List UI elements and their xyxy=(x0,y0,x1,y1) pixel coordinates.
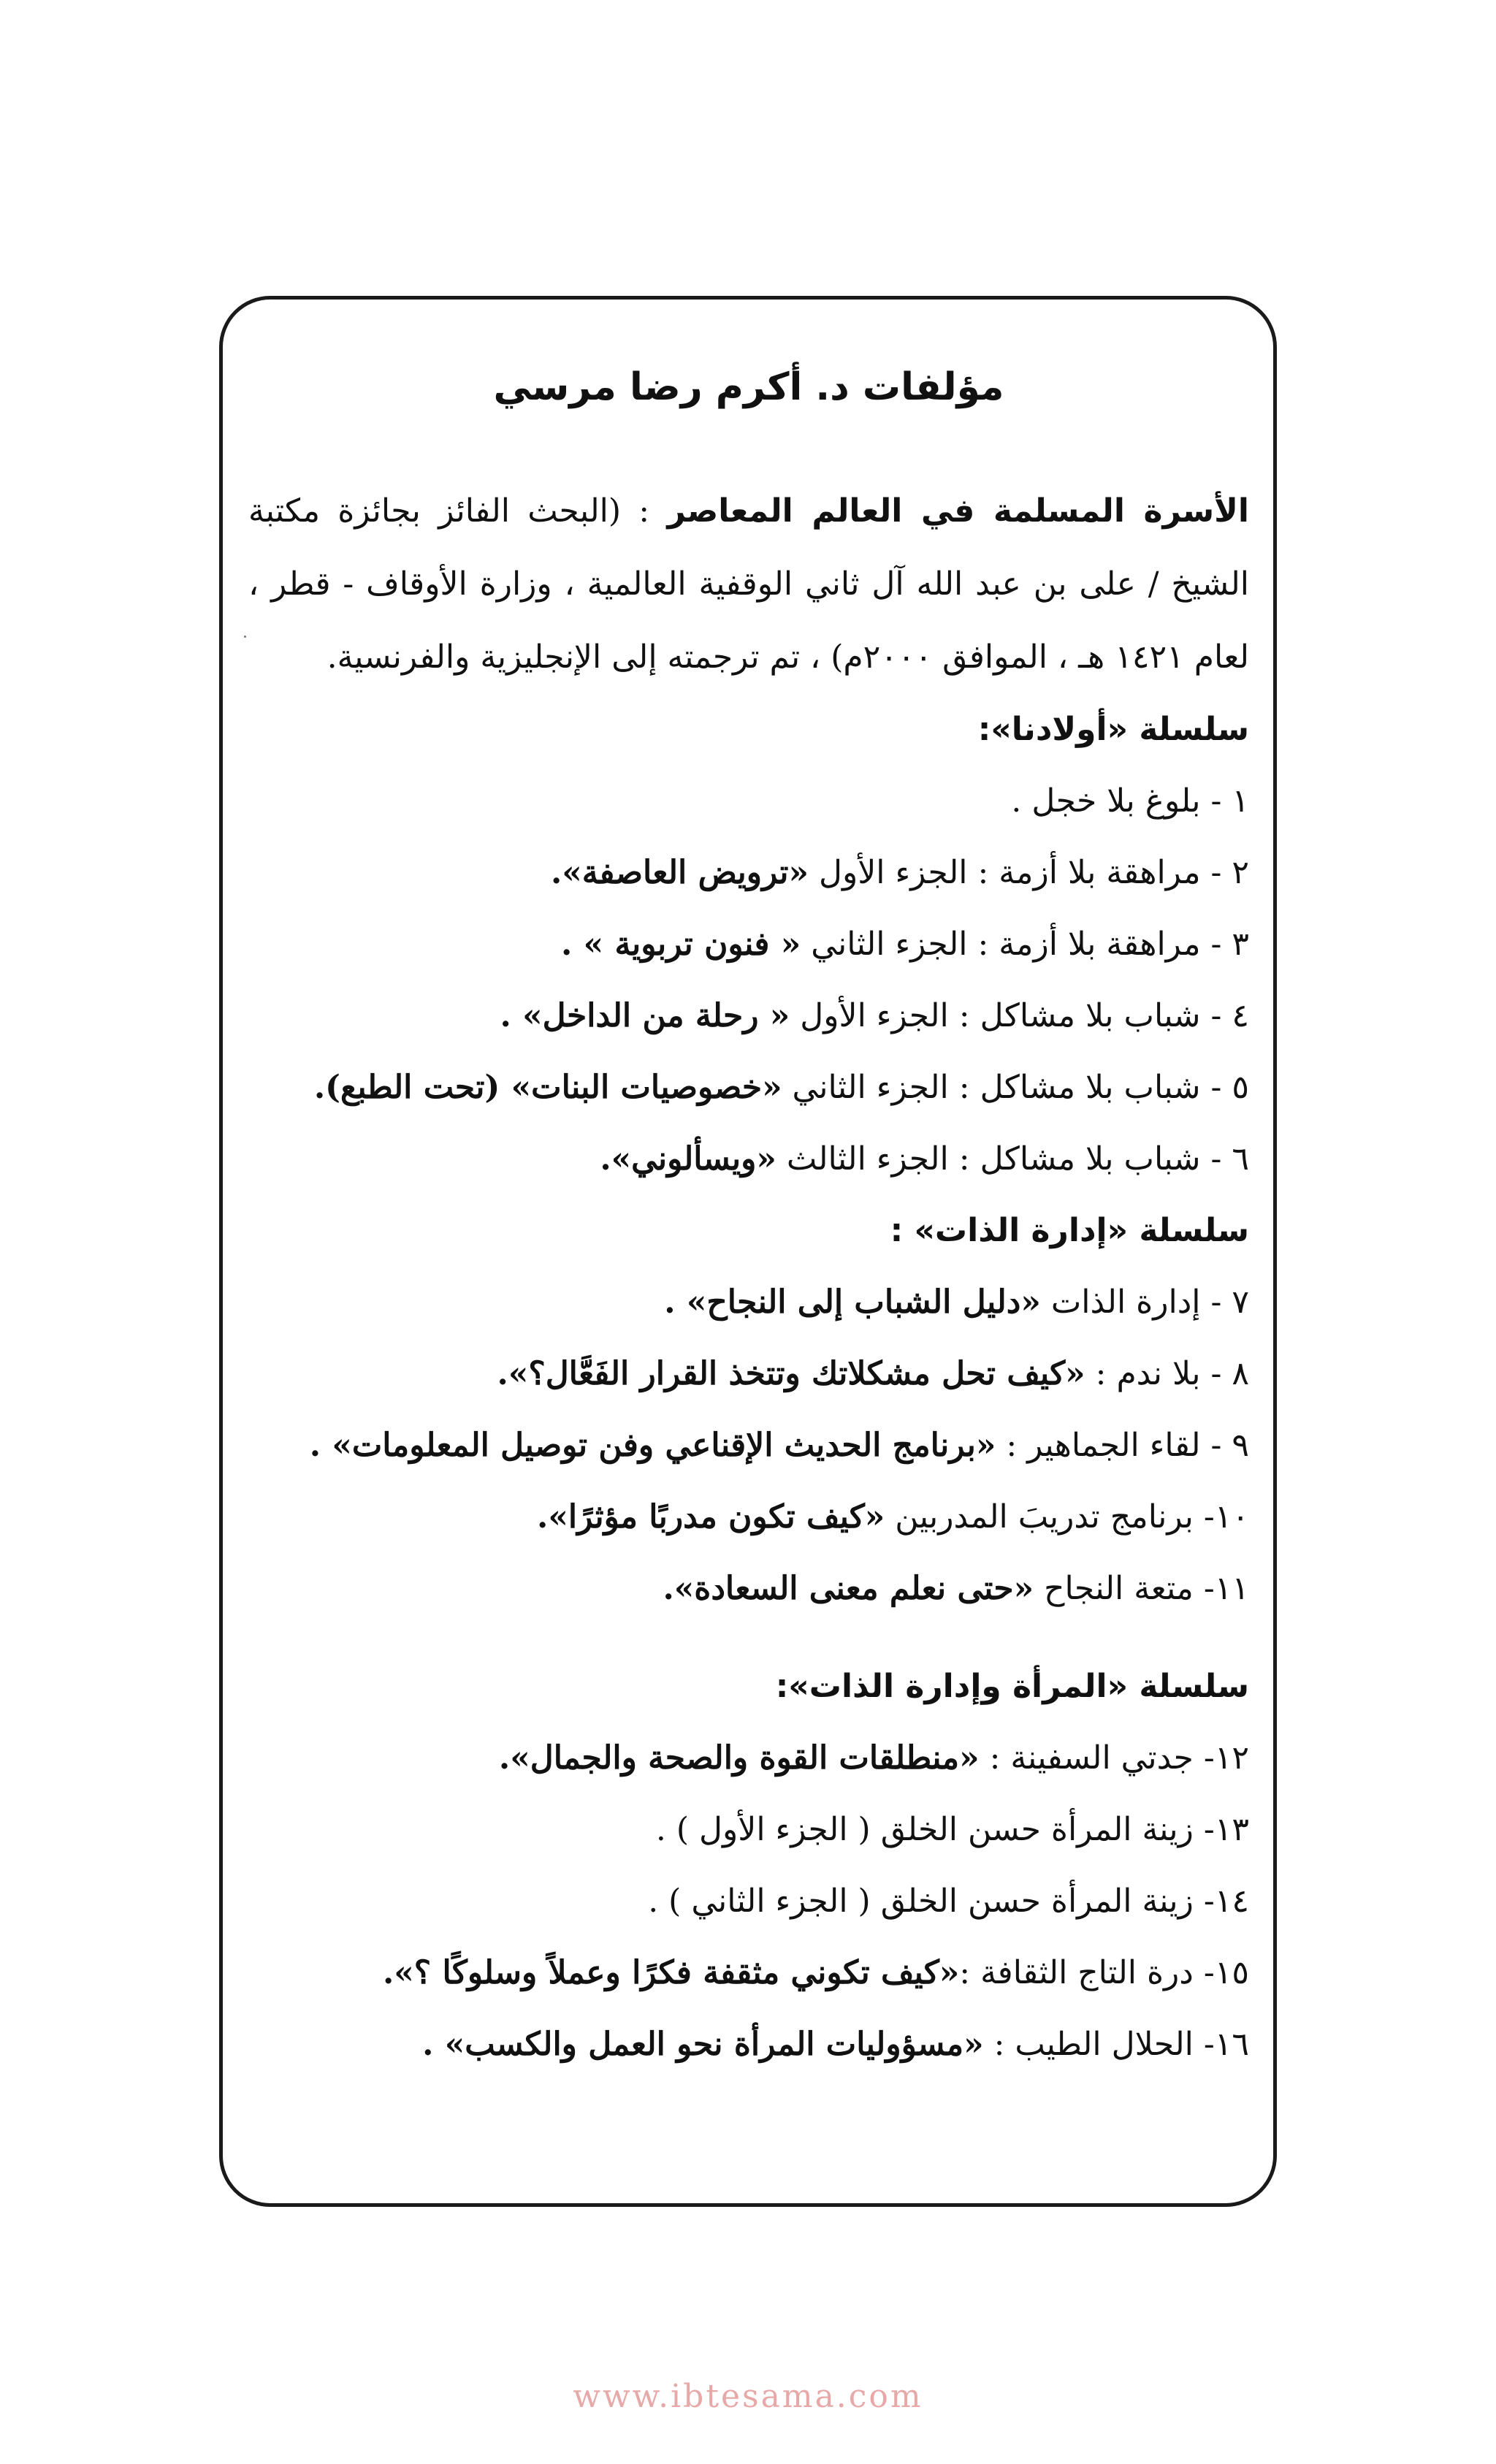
list-item xyxy=(248,1052,1249,1124)
item-title: «كيف تحل مشكلاتك وتتخذ القرار الفَعَّال؟». xyxy=(497,1355,1085,1392)
item-label: ٣ - مراهقة بلا أزمة : الجزء الثاني xyxy=(801,926,1249,963)
item-title: «دليل الشباب إلى النجاح» . xyxy=(664,1284,1041,1321)
item-label: ١ - بلوغ بلا خجل . xyxy=(1011,782,1249,820)
footer-watermark-url: www.ibtesama.com xyxy=(573,2378,923,2415)
list-item xyxy=(248,837,1249,909)
series-heading: سلسلة «المرأة وإدارة الذات»: xyxy=(775,1668,1249,1705)
series-heading: سلسلة «أولادنا»: xyxy=(977,711,1249,748)
list-item xyxy=(248,1410,1249,1481)
list-item xyxy=(248,1794,1249,1866)
item-label: ٧ - إدارة الذات xyxy=(1040,1284,1249,1321)
item-title: «منطلقات القوة والصحة والجمال». xyxy=(498,1739,980,1777)
item-label: ٨ - بلا ندم : xyxy=(1085,1355,1249,1392)
page-title: مؤلفات د. أكرم رضا مرسي xyxy=(493,365,1004,409)
intro-text: : (البحث الفائز بجائزة مكتبة الشيخ / على بن عبد الله آل ثاني الوقفية العالمية ، وزارة الأوقاف - قطر ، لعام ١٤٢١ هـ ، الموافق ٢٠٠٠م) ، تم ترجمته إلى الإنجليزية والفرنسية. xyxy=(248,492,1249,676)
list-item xyxy=(248,1338,1249,1410)
item-label: ١٦- الحلال الطيب : xyxy=(983,2026,1249,2063)
list-item xyxy=(248,766,1249,837)
item-label: ١٤- زينة المرأة حسن الخلق ( الجزء الثاني ) . xyxy=(648,1883,1249,1920)
series-2 xyxy=(248,1198,1249,1625)
item-title: «برنامج الحديث الإقناعي وفن توصيل المعلومات» . xyxy=(309,1427,996,1464)
list-item xyxy=(248,1937,1249,2009)
item-label: ١٣- زينة المرأة حسن الخلق ( الجزء الأول ) . xyxy=(655,1811,1249,1848)
item-title: «ترويض العاصفة». xyxy=(550,854,809,891)
item-label: ٦ - شباب بلا مشاكل : الجزء الثالث xyxy=(776,1140,1249,1178)
item-title: «مسؤوليات المرأة نحو العمل والكسب» . xyxy=(422,2026,984,2063)
item-label: ١١- متعة النجاح xyxy=(1034,1570,1249,1607)
item-label: ٢ - مراهقة بلا أزمة : الجزء الأول xyxy=(808,854,1249,891)
item-title: «حتى نعلم معنى السعادة». xyxy=(663,1570,1034,1607)
list-item xyxy=(248,1481,1249,1553)
page-content xyxy=(248,321,1249,2080)
list-item xyxy=(248,980,1249,1052)
list-item xyxy=(248,1553,1249,1625)
series-1 xyxy=(248,697,1249,1195)
series-3 xyxy=(248,1654,1249,2080)
item-label: ٥ - شباب بلا مشاكل : الجزء الثاني xyxy=(782,1069,1249,1106)
item-title: « رحلة من الداخل» . xyxy=(500,997,790,1034)
intro-paragraph xyxy=(248,475,1249,694)
list-item xyxy=(248,1267,1249,1338)
item-label: ١٢- جدتي السفينة : xyxy=(979,1739,1249,1777)
item-label: ٩ - لقاء الجماهير : xyxy=(996,1427,1249,1464)
item-label: ١٠- برنامج تدريبَ المدربين xyxy=(885,1498,1249,1536)
list-item xyxy=(248,2009,1249,2080)
speck xyxy=(244,636,246,638)
item-title: «ويسألوني». xyxy=(600,1140,776,1178)
item-title: «كيف تكوني مثقفة فكرًا وعملاً وسلوكًا ؟». xyxy=(382,1954,960,1991)
item-title: «كيف تكون مدربًا مؤثرًا». xyxy=(537,1498,885,1536)
list-item xyxy=(248,1124,1249,1195)
item-label: ٤ - شباب بلا مشاكل : الجزء الأول xyxy=(790,997,1249,1034)
item-label: ١٥- درة التاج الثقافة : xyxy=(959,1954,1249,1991)
item-title: «خصوصيات البنات» (تحت الطبع). xyxy=(313,1069,782,1106)
item-title: « فنون تربوية » . xyxy=(561,926,801,963)
series-heading: سلسلة «إدارة الذات» : xyxy=(890,1212,1249,1249)
intro-lead: الأسرة المسلمة في العالم المعاصر xyxy=(667,492,1249,530)
list-item xyxy=(248,1723,1249,1794)
list-item xyxy=(248,1866,1249,1937)
list-item xyxy=(248,909,1249,980)
